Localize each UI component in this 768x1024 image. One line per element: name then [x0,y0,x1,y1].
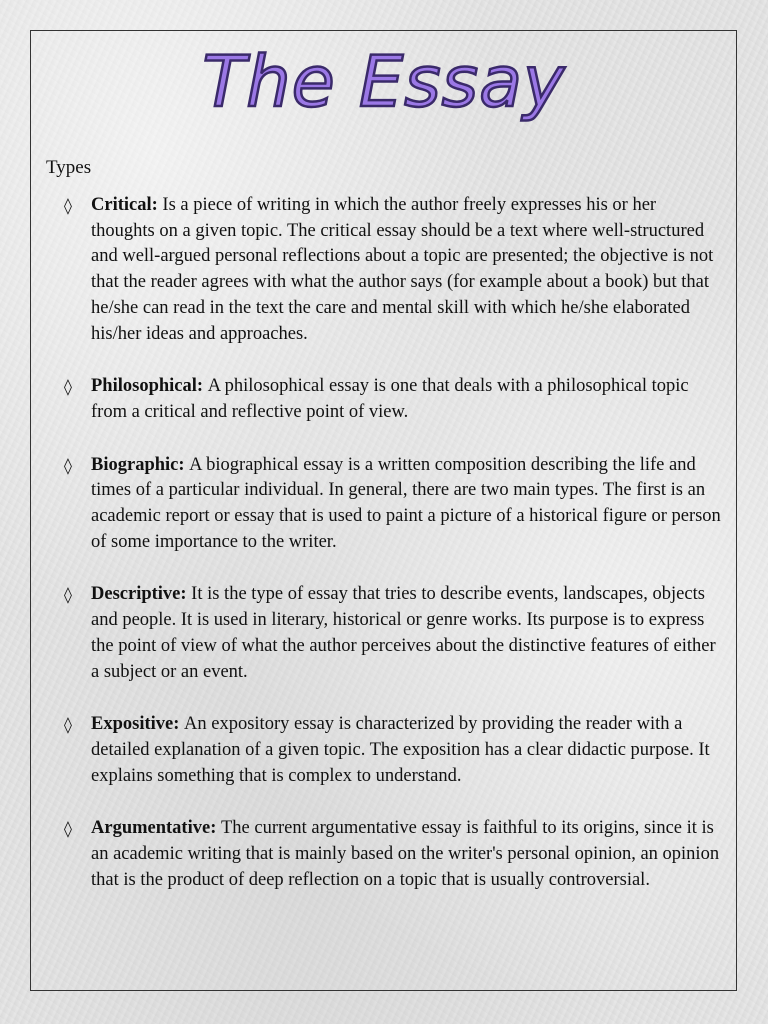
diamond-bullet-icon: ◊ [64,377,72,397]
type-name: Argumentative: [91,818,221,839]
type-description: The current argumentative essay is faithful to its origins, since it is an academic writing that is mainly based on the writer's personal opinion, an opinion that is the product of deep reflection on a topic that is usually controversial. [91,818,720,890]
section-label: Types [46,157,92,178]
list-item-philosophical [64,374,724,425]
list-item-descriptive [64,582,724,685]
types-list [64,193,724,920]
type-name: Biographic: [91,454,190,475]
list-item-expositive [64,712,724,789]
type-name: Critical: [91,195,163,215]
type-description: A biographical essay is a written composition describing the life and times of a particular individual. In general, there are two main types. The first is an academic report or essay that is used to paint a picture of a historical figure or person of some importance to the writer. [91,454,721,552]
type-name: Expositive: [91,714,185,735]
type-description: An expository essay is characterized by providing the reader with a detailed explanation of a given topic. The exposition has a clear didactic purpose. It explains something that is complex to understand. [91,714,710,786]
list-item-critical [64,193,724,347]
type-description: It is the type of essay that tries to describe events, landscapes, objects and people. It is used in literary, historical or genre works. Its purpose is to express the point of view of what the author perceives about the distinctive features of either a subject or an event. [91,584,716,682]
list-item-argumentative [64,816,724,893]
list-item-biographic [64,453,724,556]
diamond-bullet-icon: ◊ [64,585,72,605]
diamond-bullet-icon: ◊ [64,196,72,215]
type-name: Descriptive: [91,584,192,605]
diamond-bullet-icon: ◊ [64,455,72,475]
type-name: Philosophical: [91,376,208,397]
diamond-bullet-icon: ◊ [64,715,72,735]
type-description: A philosophical essay is one that deals with a philosophical topic from a critical and reflective point of view. [91,376,689,422]
type-description: Is a piece of writing in which the author freely expresses his or her thoughts on a given topic. The critical essay should be a text where well-structured and well-argued personal reflections about a topic are presented; the objective is not that the reader agrees with what the author says (for example about a book) but that he/she can read in the text the care and mental skill with which he/she elaborated his/her ideas and approaches. [91,195,714,344]
document-title: The Essay [202,41,566,123]
diamond-bullet-icon: ◊ [64,819,72,839]
